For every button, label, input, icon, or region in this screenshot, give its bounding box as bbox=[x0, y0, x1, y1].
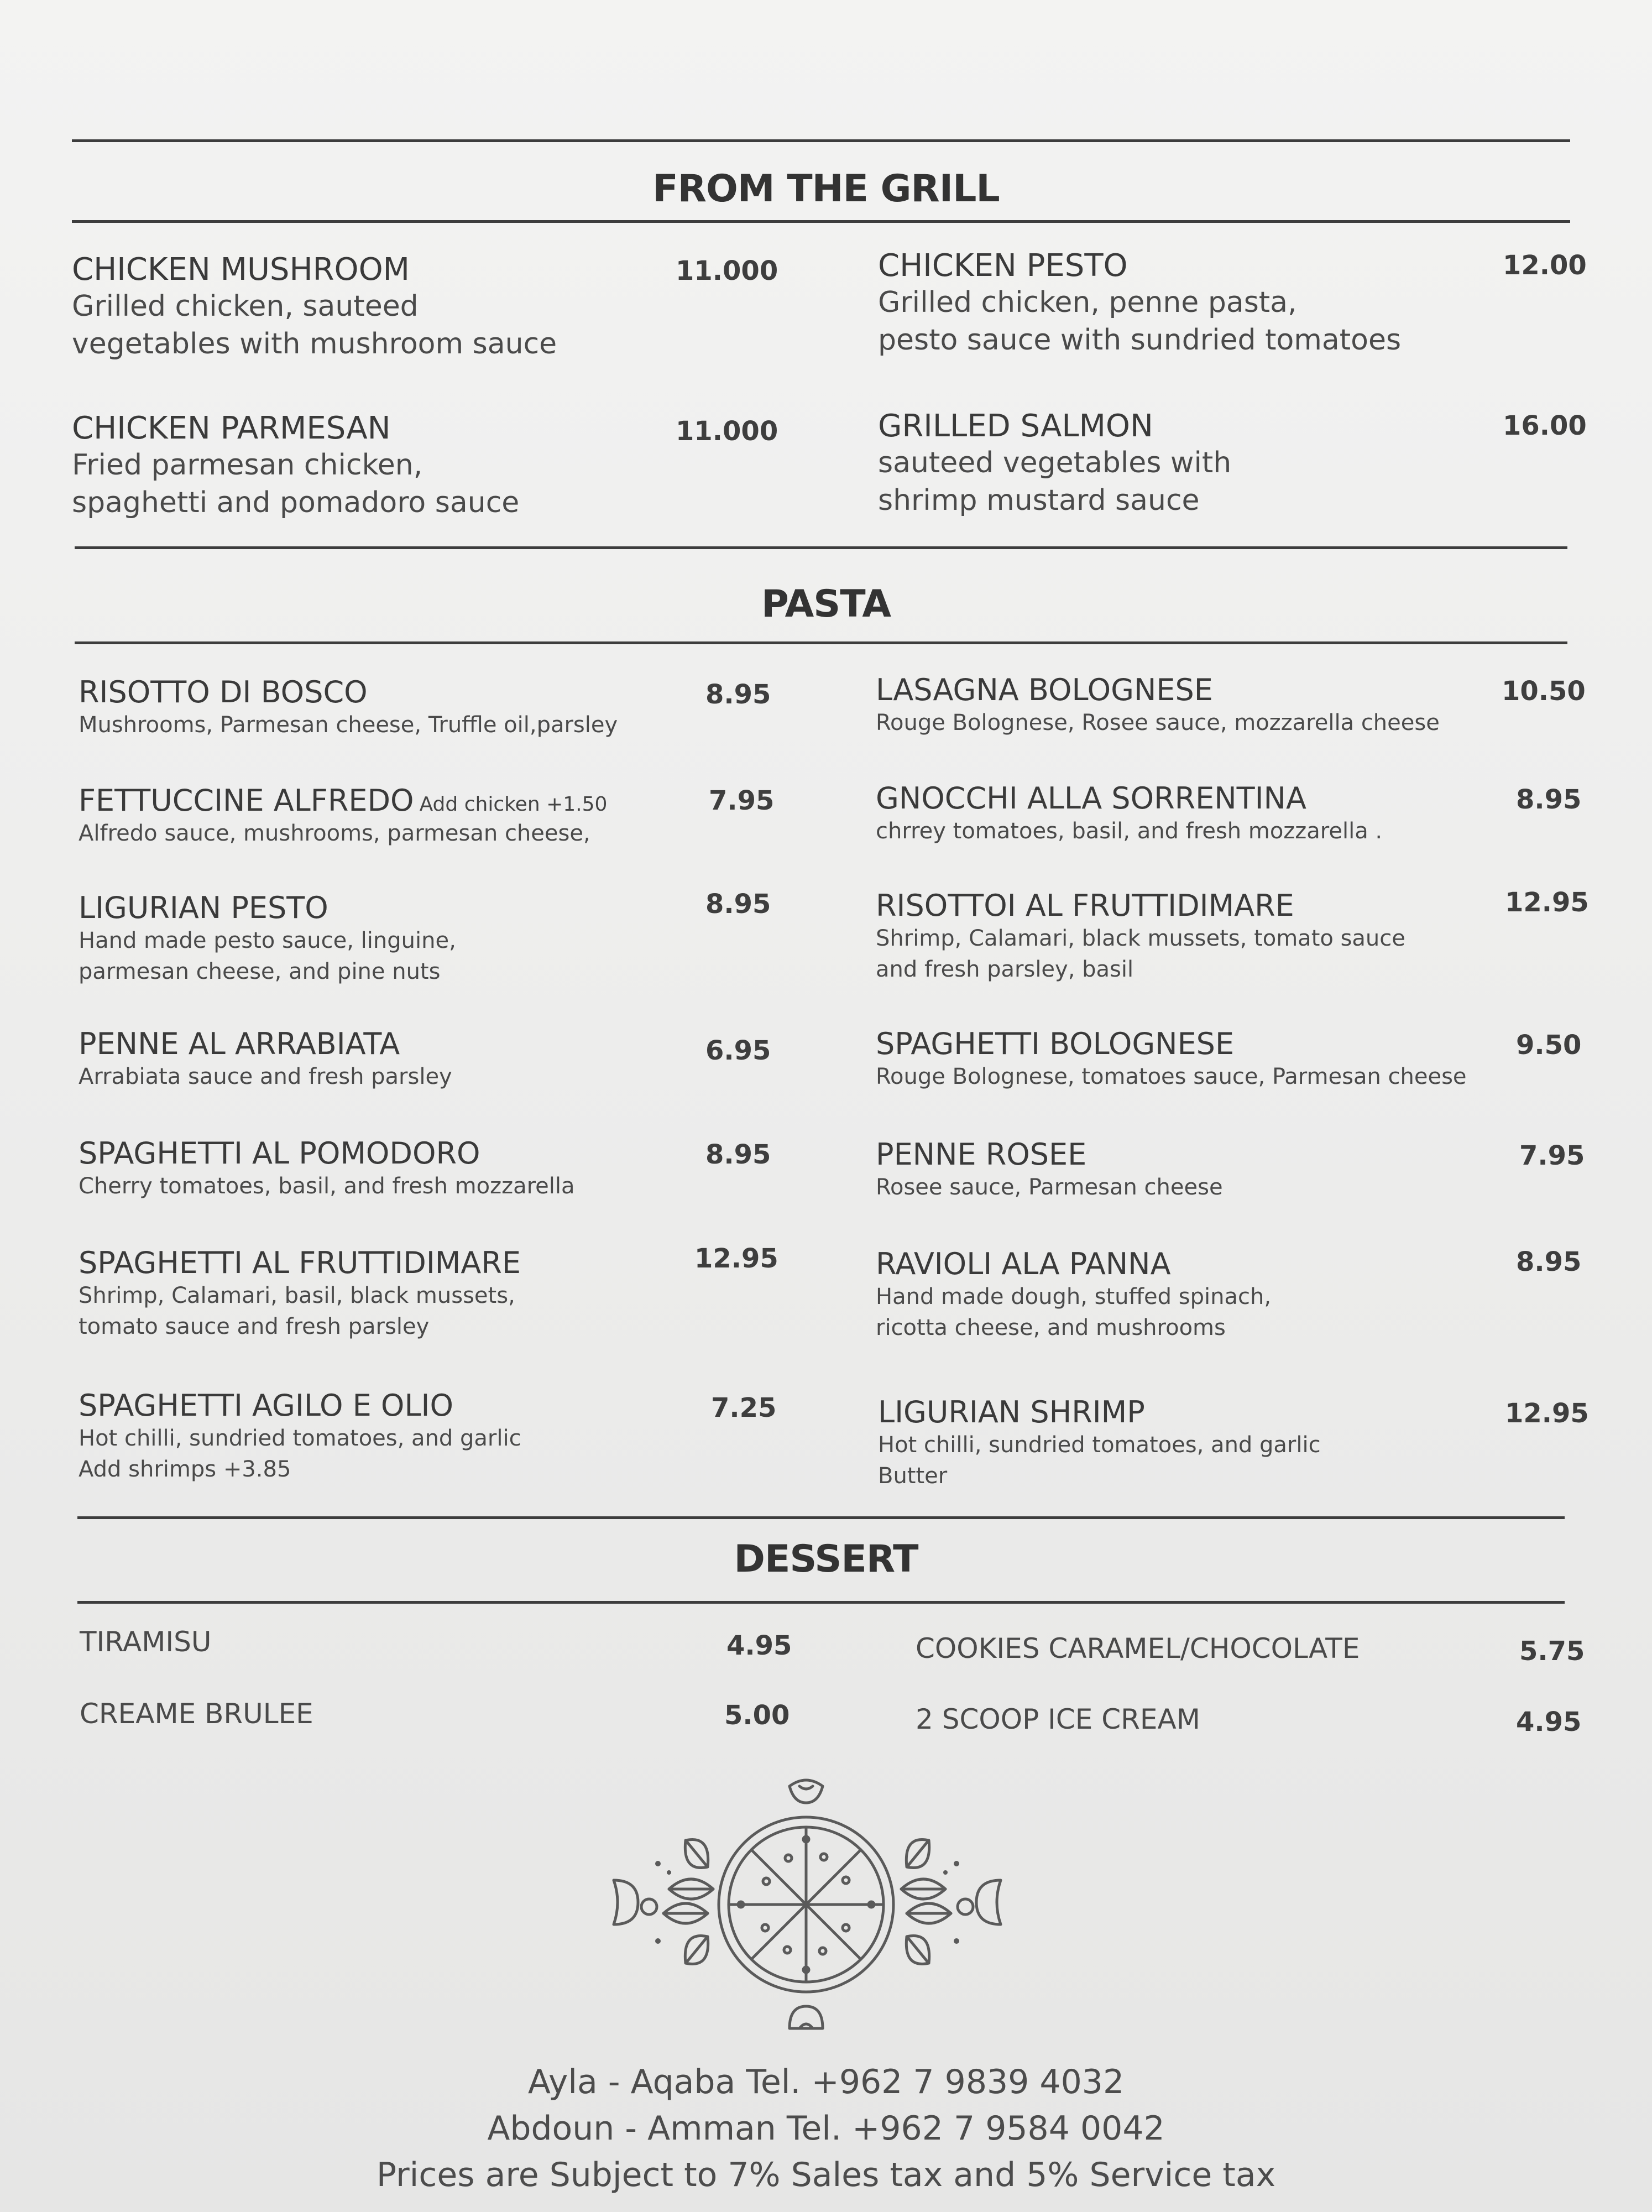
item-description: Shrimp, Calamari, black mussets, tomato sauce bbox=[876, 926, 1405, 951]
item-name: SPAGHETTI BOLOGNESE bbox=[876, 1026, 1235, 1061]
item-price: 8.95 bbox=[705, 679, 771, 710]
item-description: pesto sauce with sundried tomatoes bbox=[878, 324, 1402, 357]
section-title-grill: FROM THE GRILL bbox=[652, 167, 1000, 211]
item-name: RAVIOLI ALA PANNA bbox=[876, 1246, 1171, 1281]
section-rule bbox=[72, 220, 1570, 223]
item-name: CHICKEN PESTO bbox=[878, 248, 1128, 284]
item-price: 9.50 bbox=[1516, 1030, 1582, 1061]
item-price: 12.95 bbox=[1505, 887, 1589, 918]
menu-item bbox=[876, 1137, 1223, 1203]
section-rule bbox=[75, 546, 1567, 549]
item-name: LIGURIAN SHRIMP bbox=[878, 1395, 1145, 1430]
menu-item bbox=[72, 252, 557, 363]
item-price: 7.95 bbox=[1519, 1140, 1585, 1171]
item-name: SPAGHETTI AL FRUTTIDIMARE bbox=[79, 1245, 521, 1280]
menu-item bbox=[79, 1388, 521, 1485]
item-price: 6.95 bbox=[705, 1035, 771, 1066]
item-description: Hand made dough, stuffed spinach, bbox=[876, 1284, 1272, 1310]
item-name: CHICKEN PARMESAN bbox=[72, 410, 391, 446]
item-price: 5.75 bbox=[1519, 1636, 1585, 1667]
item-price: 16.00 bbox=[1503, 410, 1587, 441]
section-title-dessert: DESSERT bbox=[734, 1537, 918, 1581]
item-description: Add shrimps +3.85 bbox=[79, 1457, 291, 1482]
item-price: 5.00 bbox=[724, 1700, 790, 1731]
item-price: 12.95 bbox=[694, 1243, 778, 1274]
menu-item bbox=[72, 410, 519, 521]
item-description: shrimp mustard sauce bbox=[878, 484, 1200, 517]
item-description: Arrabiata sauce and fresh parsley bbox=[79, 1064, 452, 1089]
item-description: Shrimp, Calamari, basil, black mussets, bbox=[79, 1283, 515, 1308]
menu-item bbox=[878, 408, 1231, 519]
item-description: Cherry tomatoes, basil, and fresh mozzarella bbox=[79, 1173, 575, 1199]
section-rule bbox=[72, 139, 1570, 142]
item-description: vegetables with mushroom sauce bbox=[72, 327, 557, 361]
item-description: chrrey tomatoes, basil, and fresh mozzarella . bbox=[876, 818, 1383, 844]
menu-item bbox=[876, 888, 1405, 985]
item-name: PENNE AL ARRABIATA bbox=[79, 1026, 400, 1061]
menu-item bbox=[876, 672, 1440, 738]
item-price: 12.95 bbox=[1505, 1398, 1589, 1429]
item-description: Alfredo sauce, mushrooms, parmesan cheese, bbox=[79, 821, 590, 846]
item-name bbox=[79, 783, 607, 818]
menu-item bbox=[79, 783, 607, 849]
item-price: 11.000 bbox=[676, 416, 778, 447]
menu-item bbox=[878, 248, 1401, 359]
item-name: SPAGHETTI AGILO E OLIO bbox=[79, 1388, 453, 1423]
item-name: RISOTTOI AL FRUTTIDIMARE bbox=[876, 888, 1294, 923]
item-name: GRILLED SALMON bbox=[878, 408, 1153, 444]
item-price: 10.50 bbox=[1502, 676, 1586, 707]
item-description: ricotta cheese, and mushrooms bbox=[876, 1315, 1226, 1340]
item-price: 7.25 bbox=[711, 1392, 777, 1423]
item-name: CHICKEN MUSHROOM bbox=[72, 252, 410, 288]
item-description: Hot chilli, sundried tomatoes, and garlic bbox=[878, 1432, 1321, 1458]
item-name: LASAGNA BOLOGNESE bbox=[876, 672, 1213, 707]
item-description: Rosee sauce, Parmesan cheese bbox=[876, 1175, 1223, 1200]
item-price: 7.95 bbox=[709, 785, 775, 816]
section-title-pasta: PASTA bbox=[761, 582, 891, 626]
item-price: 4.95 bbox=[1516, 1707, 1582, 1738]
item-price: 8.95 bbox=[705, 889, 771, 920]
section-rule bbox=[75, 641, 1567, 644]
menu-item bbox=[876, 1246, 1271, 1343]
dessert-item-name: COOKIES CARAMEL/CHOCOLATE bbox=[916, 1632, 1360, 1665]
item-price: 4.95 bbox=[726, 1630, 792, 1661]
dessert-item-name: TIRAMISU bbox=[80, 1626, 212, 1658]
item-price: 8.95 bbox=[1516, 784, 1582, 815]
item-description: Hot chilli, sundried tomatoes, and garlic bbox=[79, 1426, 521, 1451]
menu-item bbox=[876, 1026, 1467, 1092]
footer-tax-note: Prices are Subject to 7% Sales tax and 5% Service tax bbox=[376, 2156, 1276, 2194]
item-description: spaghetti and pomadoro sauce bbox=[72, 486, 520, 519]
item-name-text: FETTUCCINE ALFREDO bbox=[79, 783, 414, 818]
menu-item bbox=[878, 1395, 1321, 1491]
pizza-logo-icon bbox=[603, 1764, 1023, 2041]
item-description: Hand made pesto sauce, linguine, bbox=[79, 928, 456, 953]
menu-item bbox=[79, 1026, 452, 1092]
item-description: Rouge Bolognese, Rosee sauce, mozzarella cheese bbox=[876, 710, 1440, 735]
item-price: 8.95 bbox=[705, 1139, 771, 1170]
item-name: SPAGHETTI AL POMODORO bbox=[79, 1136, 480, 1171]
dessert-item-name: 2 SCOOP ICE CREAM bbox=[916, 1703, 1200, 1735]
menu-item bbox=[79, 1245, 521, 1342]
item-description: Grilled chicken, sauteed bbox=[72, 290, 419, 323]
item-description: sauteed vegetables with bbox=[878, 446, 1232, 479]
item-description: Fried parmesan chicken, bbox=[72, 448, 423, 482]
item-name: LIGURIAN PESTO bbox=[79, 890, 328, 925]
item-description: parmesan cheese, and pine nuts bbox=[79, 959, 441, 984]
section-rule bbox=[77, 1516, 1565, 1519]
item-description: Rouge Bolognese, tomatoes sauce, Parmesan cheese bbox=[876, 1064, 1467, 1089]
item-name: RISOTTO DI BOSCO bbox=[79, 675, 368, 709]
menu-item bbox=[79, 675, 618, 740]
item-price: 8.95 bbox=[1516, 1246, 1582, 1277]
item-description: Grilled chicken, penne pasta, bbox=[878, 286, 1297, 319]
item-description: Mushrooms, Parmesan cheese, Truffle oil,parsley bbox=[79, 712, 618, 738]
item-name: PENNE ROSEE bbox=[876, 1137, 1087, 1172]
footer-contact-aqaba: Ayla - Aqaba Tel. +962 7 9839 4032 bbox=[527, 2063, 1125, 2101]
item-addon: Add chicken +1.50 bbox=[419, 793, 608, 816]
menu-item bbox=[79, 890, 456, 987]
item-name: GNOCCHI ALLA SORRENTINA bbox=[876, 781, 1306, 816]
item-description: tomato sauce and fresh parsley bbox=[79, 1314, 430, 1339]
menu-item bbox=[876, 781, 1382, 847]
item-price: 12.00 bbox=[1503, 250, 1587, 281]
footer-contact-amman: Abdoun - Amman Tel. +962 7 9584 0042 bbox=[487, 2109, 1165, 2148]
section-rule bbox=[77, 1601, 1565, 1604]
dessert-item-name: CREAME BRULEE bbox=[80, 1698, 313, 1730]
item-description: and fresh parsley, basil bbox=[876, 957, 1134, 982]
item-price: 11.000 bbox=[676, 255, 778, 286]
menu-item bbox=[79, 1136, 575, 1202]
item-description: Butter bbox=[878, 1463, 948, 1489]
